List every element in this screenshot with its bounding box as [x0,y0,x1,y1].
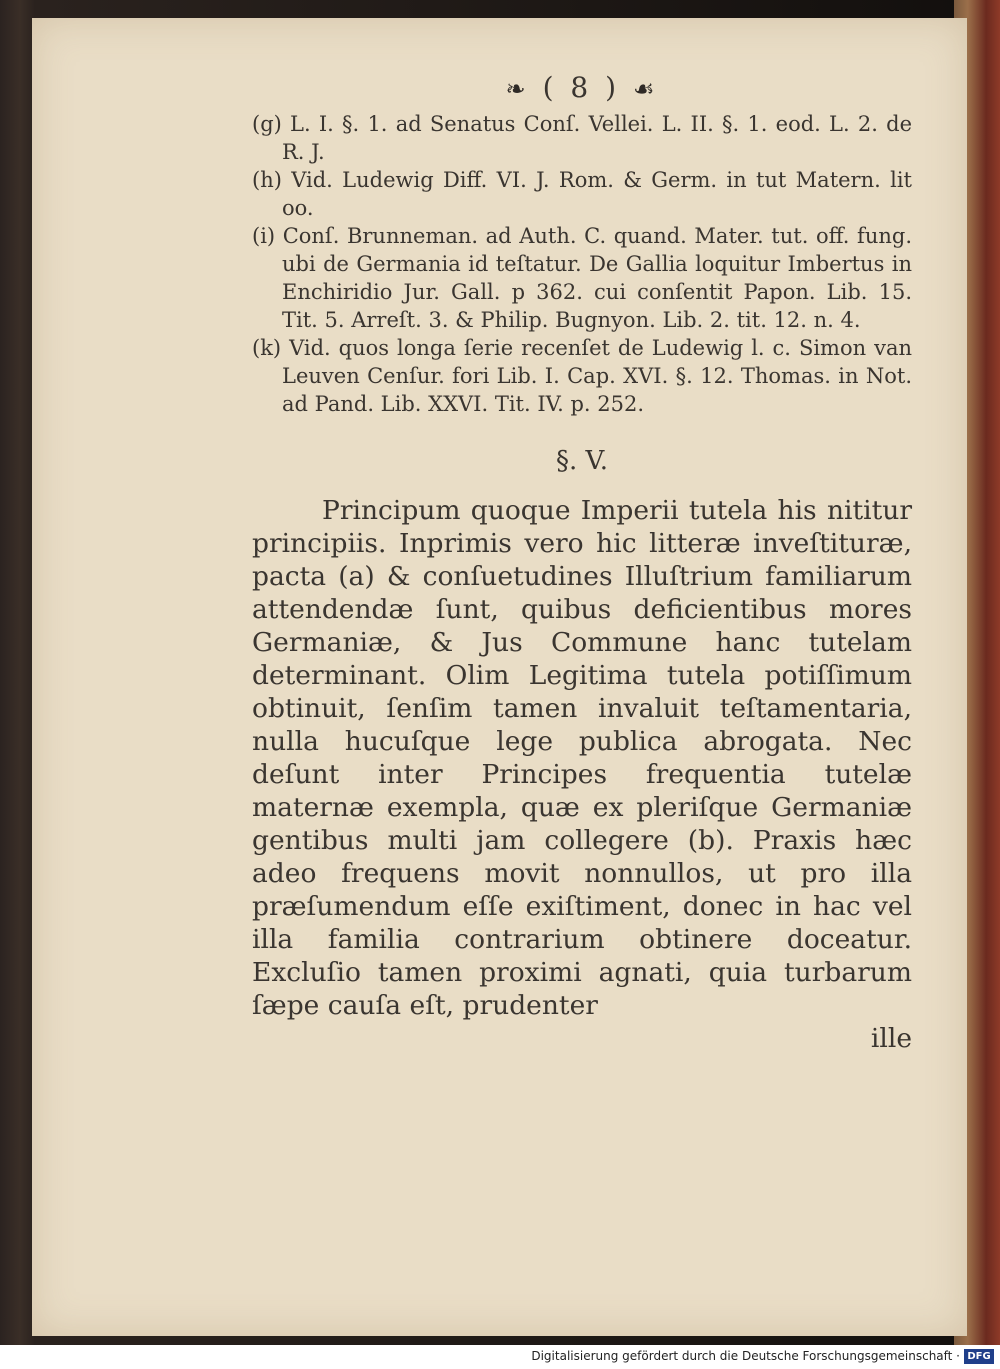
ornament-left-icon: ❧ [505,75,530,103]
footnote-h: (h) Vid. Ludewig Diff. VI. J. Rom. & Germ. in tut Matern. lit oo. [252,168,912,220]
ornament-right-icon: ☙ [632,75,659,103]
book-page [32,18,967,1336]
footer-credit: Digitalisierung gefördert durch die Deutsche Forschungsgemeinschaft · [531,1349,960,1363]
body-paragraph: Principum quoque Imperii tutela his nititur principiis. Inprimis vero hic litteræ inveſtituræ, pacta (a) & conſuetudines Illuſtrium familiarum attendendæ ſunt, quibus deficientibus mores Germaniæ, & Jus Commune hanc tutelam determinant. Olim Legitima tutela potiſſimum obtinuit, ſenſim tamen invaluit teſtamentaria, nulla hucuſque lege publica abrogata. Nec deſunt inter Principes frequentia tutelæ maternæ exempla, quæ ex pleriſque Germaniæ gentibus multi jam collegere (b). Praxis hæc adeo frequens movit nonnullos, ut pro illa præſumendum eſſe exiſtiment, donec in hac vel illa familia contrarium obtinere doceatur. Excluſio tamen proximi agnati, quia turbarum ſæpe cauſa eſt, prudenter [252,495,912,1021]
dfg-logo-icon: DFG [964,1349,994,1364]
page-content [252,66,912,1056]
page-header [252,66,912,110]
footer-bar [0,1345,1000,1369]
section-heading: §. V. [555,446,609,476]
footnote-i: (i) Conſ. Brunneman. ad Auth. C. quand. Mater. tut. off. fung. ubi de Germania id teſtatur. De Gallia loquitur Imbertus in Enchiridio Jur. Gall. p 362. cui conſentit Papon. Lib. 15. Tit. 5. Arreſt. 3. & Philip. Bugnyon. Lib. 2. tit. 12. n. 4. [252,224,912,332]
catchword: ille [870,1023,912,1054]
footnote-k: (k) Vid. quos longa ſerie recenſet de Ludewig l. c. Simon van Leuven Cenſur. fori Lib. I. Cap. XVI. §. 12. Thomas. in Not. ad Pand. Lib. XXVI. Tit. IV. p. 252. [252,336,912,416]
footnote-g: (g) L. I. §. 1. ad Senatus Conſ. Vellei. L. II. §. 1. eod. L. 2. de R. J. [252,112,912,164]
page-number: ( 8 ) [542,71,621,104]
